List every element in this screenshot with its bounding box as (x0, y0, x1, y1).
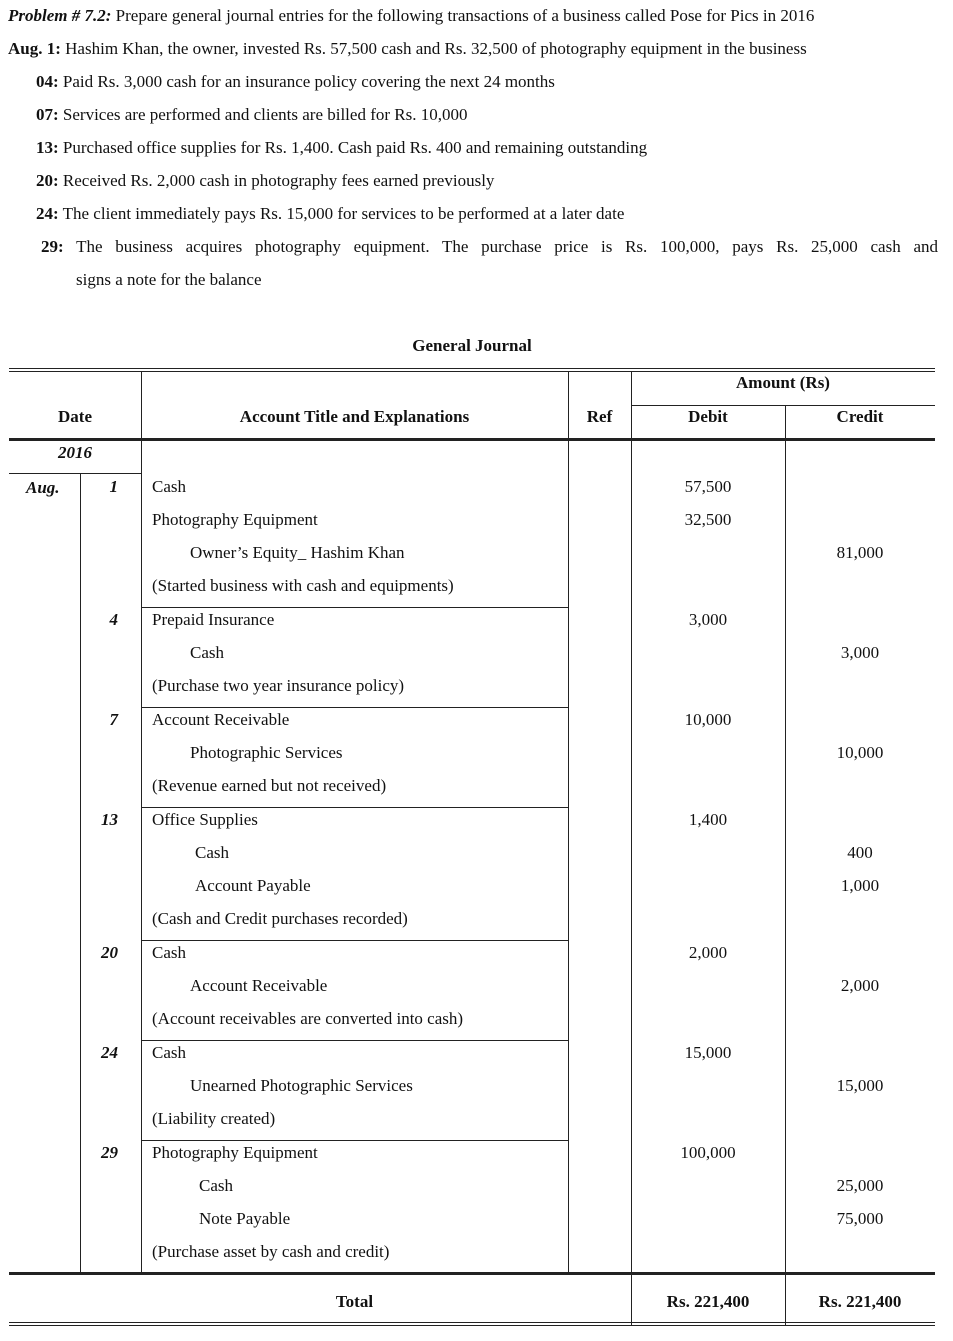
transaction-text: The client immediately pays Rs. 15,000 for services to be performed at a later date (58, 204, 625, 223)
table-rule (141, 371, 142, 1272)
transaction-date: 29: (41, 237, 64, 256)
transaction-text: Purchased office supplies for Rs. 1,400. Cash paid Rs. 400 and remaining outstanding (58, 138, 648, 157)
entry-date: 4 (109, 610, 118, 629)
header-account: Account Title and Explanations (239, 407, 470, 426)
entry-date: 29 (101, 1143, 118, 1162)
table-rule (631, 1275, 632, 1326)
transaction-line (36, 138, 647, 158)
credit-amount: 400 (847, 843, 873, 862)
table-rule (631, 405, 935, 406)
credit-amount: 15,000 (836, 1076, 884, 1095)
table-rule (9, 371, 935, 372)
transaction-date: 07: (36, 105, 59, 124)
table-rule (9, 1322, 935, 1323)
header-amount: Amount (Rs) (736, 373, 830, 392)
account-title: Photography Equipment (152, 510, 318, 529)
journal-month: Aug. (26, 478, 60, 497)
account-title: Cash (152, 1043, 186, 1062)
debit-amount: 32,500 (684, 510, 732, 529)
account-title: Photography Equipment (152, 1143, 318, 1162)
table-rule (141, 807, 568, 808)
transaction-text: Received Rs. 2,000 cash in photography fees earned previously (58, 171, 495, 190)
transaction-date: 13: (36, 138, 59, 157)
table-rule (80, 473, 81, 1272)
account-title: Cash (152, 943, 186, 962)
transaction-line (36, 105, 467, 125)
table-rule (785, 1275, 786, 1326)
entry-explanation: (Account receivables are converted into cash) (152, 1009, 464, 1028)
account-title: Account Payable (195, 876, 311, 895)
transaction-text: Hashim Khan, the owner, invested Rs. 57,500 cash and Rs. 32,500 of photography equipment in the business (60, 39, 807, 58)
account-title: Unearned Photographic Services (190, 1076, 413, 1095)
header-date: Date (58, 407, 92, 426)
table-rule (9, 368, 935, 369)
debit-amount: 3,000 (688, 610, 728, 629)
debit-amount: 2,000 (688, 943, 728, 962)
table-rule (9, 1272, 935, 1275)
debit-amount: 57,500 (684, 477, 732, 496)
account-title: Cash (195, 843, 229, 862)
transaction-line (36, 171, 494, 191)
transaction-text-cont: signs a note for the balance (76, 270, 262, 289)
entry-date: 1 (109, 477, 118, 496)
credit-amount: 3,000 (840, 643, 880, 662)
table-rule (141, 607, 568, 608)
journal-year: 2016 (58, 443, 92, 462)
credit-amount: 1,000 (840, 876, 880, 895)
header-ref: Ref (586, 407, 613, 426)
table-rule (141, 940, 568, 941)
total-debit: Rs. 221,400 (666, 1292, 750, 1311)
debit-amount: 15,000 (684, 1043, 732, 1062)
account-title: Account Receivable (190, 976, 328, 995)
entry-explanation: (Started business with cash and equipments) (152, 576, 454, 595)
account-title: Cash (152, 477, 186, 496)
credit-amount: 10,000 (836, 743, 884, 762)
account-title: Prepaid Insurance (152, 610, 275, 629)
entry-explanation: (Purchase two year insurance policy) (152, 676, 405, 695)
entry-explanation: (Purchase asset by cash and credit) (152, 1242, 390, 1261)
transaction-date: Aug. 1: (8, 39, 61, 58)
total-label: Total (335, 1292, 374, 1311)
credit-amount: 25,000 (836, 1176, 884, 1195)
table-rule (9, 1325, 935, 1326)
entry-explanation: (Liability created) (152, 1109, 276, 1128)
entry-explanation: (Revenue earned but not received) (152, 776, 387, 795)
total-credit: Rs. 221,400 (818, 1292, 902, 1311)
table-rule (785, 405, 786, 1272)
credit-amount: 81,000 (836, 543, 884, 562)
transaction-date: 20: (36, 171, 59, 190)
problem-label: Problem # 7.2: (8, 6, 112, 25)
entry-date: 20 (101, 943, 118, 962)
account-title: Cash (199, 1176, 233, 1195)
transaction-line (36, 204, 624, 224)
journal-title: General Journal (412, 336, 532, 355)
table-rule (9, 438, 935, 441)
header-credit: Credit (836, 407, 884, 426)
problem-text: Prepare general journal entries for the following transactions of a business called Pose for Pics in 2016 (111, 6, 815, 25)
table-rule (141, 707, 568, 708)
problem-heading (8, 6, 814, 26)
debit-amount: 1,400 (688, 810, 728, 829)
credit-amount: 75,000 (836, 1209, 884, 1228)
entry-date: 7 (109, 710, 118, 729)
credit-amount: 2,000 (840, 976, 880, 995)
debit-amount: 100,000 (680, 1143, 736, 1162)
account-title: Account Receivable (152, 710, 290, 729)
transaction-date: 04: (36, 72, 59, 91)
account-title: Note Payable (199, 1209, 291, 1228)
entry-explanation: (Cash and Credit purchases recorded) (152, 909, 408, 928)
table-rule (568, 371, 569, 1272)
transaction-continuation (76, 270, 262, 290)
entry-date: 24 (101, 1043, 118, 1062)
entry-date: 13 (101, 810, 118, 829)
table-rule (9, 473, 141, 474)
transaction-date: 24: (36, 204, 59, 223)
account-title: Cash (190, 643, 224, 662)
table-rule (141, 1040, 568, 1041)
account-title: Office Supplies (152, 810, 258, 829)
table-rule (141, 1140, 568, 1141)
transaction-line (41, 237, 938, 257)
transaction-line (36, 72, 555, 92)
transaction-text: Services are performed and clients are billed for Rs. 10,000 (58, 105, 468, 124)
transaction-text: Paid Rs. 3,000 cash for an insurance policy covering the next 24 months (58, 72, 555, 91)
table-rule (631, 371, 632, 1272)
debit-amount: 10,000 (684, 710, 732, 729)
transaction-text: The business acquires photography equipment. The purchase price is Rs. 100,000, pays Rs. 25,000 cash and (63, 237, 938, 256)
transaction-line (8, 39, 807, 59)
account-title: Owner’s Equity_ Hashim Khan (190, 543, 405, 562)
account-title: Photographic Services (190, 743, 343, 762)
header-debit: Debit (688, 407, 728, 426)
